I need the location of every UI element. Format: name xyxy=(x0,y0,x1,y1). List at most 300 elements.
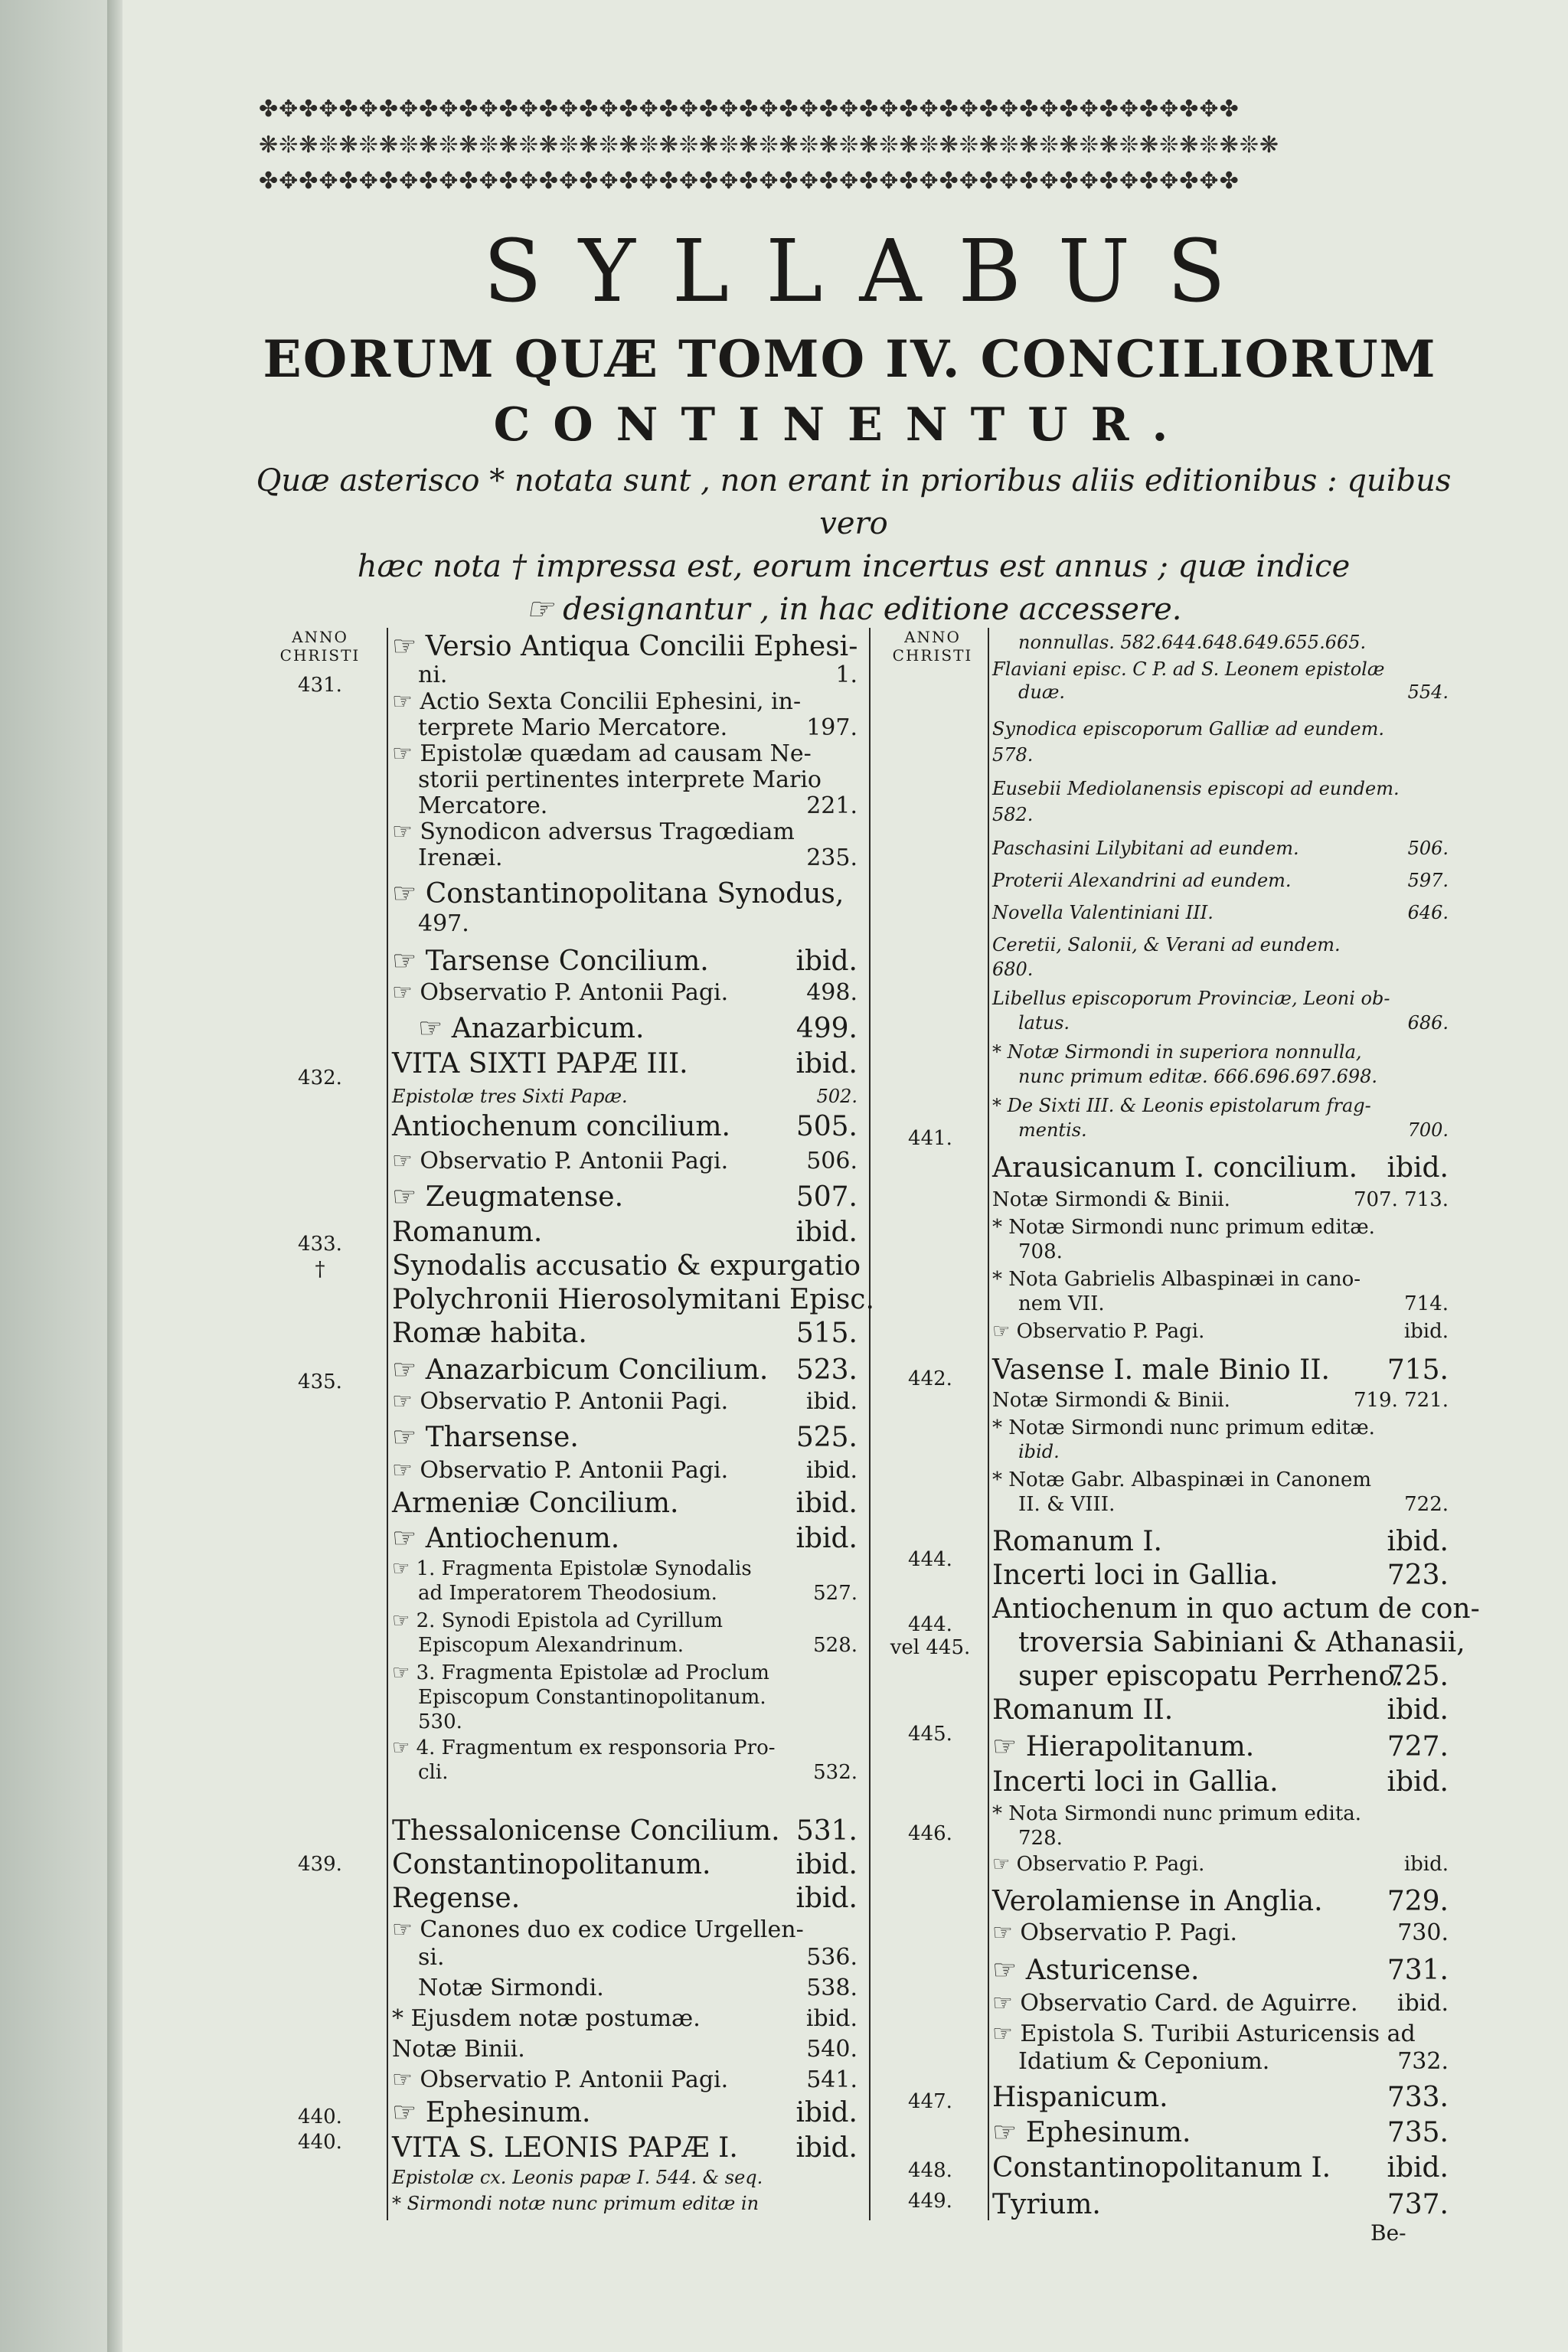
syllabus-entry xyxy=(992,1593,1480,1625)
syllabus-entry xyxy=(392,1112,858,1142)
year-label: 440. xyxy=(298,2131,342,2154)
syllabus-entry xyxy=(992,1416,1449,1439)
entry-text: Hispanicum. xyxy=(992,2082,1168,2113)
entry-page-number: 499. xyxy=(795,1013,858,1044)
entry-text: ni. xyxy=(418,662,448,688)
entry-text: Episcopum Constantinopolitanum. xyxy=(418,1686,766,1709)
entry-page-number: ibid. xyxy=(795,1217,858,1248)
syllabus-entry xyxy=(992,1320,1449,1343)
syllabus-entry xyxy=(392,1736,858,1759)
entry-page-number: 729. xyxy=(1387,1886,1449,1917)
entry-text: Armeniæ Concilium. xyxy=(392,1488,679,1519)
entry-page-number: ibid. xyxy=(795,1849,858,1880)
syllabus-entry xyxy=(1018,1292,1449,1315)
entry-text: ☞ Anazarbicum Concilium. xyxy=(392,1354,769,1386)
entry-text: 497. xyxy=(418,910,469,937)
entry-text: storii pertinentes interprete Mario xyxy=(418,766,822,793)
entry-text: Synodalis accusatio & expurgatio xyxy=(392,1250,861,1282)
entry-text: ☞ Observatio P. Pagi. xyxy=(992,1853,1205,1876)
syllabus-entry xyxy=(992,1527,1449,1557)
syllabus-entry xyxy=(392,2133,858,2164)
syllabus-entry xyxy=(392,1609,858,1632)
syllabus-entry xyxy=(992,1955,1449,1986)
entry-page-number: 506. xyxy=(806,1148,858,1174)
syllabus-entry xyxy=(392,1284,874,1315)
entry-text: * Notæ Sirmondi nunc primum editæ. xyxy=(992,1216,1375,1239)
entry-text: * Notæ Gabr. Albaspinæi in Canonem xyxy=(992,1468,1372,1491)
entry-text: * Sirmondi notæ nunc primum editæ in xyxy=(392,2193,760,2214)
note-line: ☞ designantur , in hac editione accessere. xyxy=(525,592,1182,627)
entry-text: ☞ Versio Antiqua Concilii Ephesi- xyxy=(392,631,858,662)
entry-text: Episcopum Alexandrinum. xyxy=(418,1634,684,1657)
entry-page-number: 727. xyxy=(1387,1731,1449,1762)
entry-text: Romanum. xyxy=(392,1217,543,1248)
entry-text: Incerti loci in Gallia. xyxy=(992,1560,1279,1591)
syllabus-entry xyxy=(418,845,858,871)
syllabus-entry xyxy=(992,870,1449,891)
column-rule-right xyxy=(988,628,989,2220)
anno-christi-heading-left: ANNO CHRISTI xyxy=(279,628,361,665)
syllabus-entry xyxy=(992,1886,1449,1917)
entry-text: ☞ Observatio P. Pagi. xyxy=(992,1320,1205,1343)
book-gutter xyxy=(0,0,115,2352)
year-label: 442. xyxy=(908,1367,952,1390)
entry-text: Regense. xyxy=(392,1883,521,1914)
syllabus-entry xyxy=(392,1661,858,1684)
entry-text: Notæ Binii. xyxy=(392,2036,525,2063)
entry-page-number: ibid. xyxy=(795,1488,858,1519)
year-label: 444. xyxy=(908,1548,952,1571)
entry-page-number: 235. xyxy=(806,844,858,871)
entry-text: Novella Valentiniani III. xyxy=(992,902,1214,923)
syllabus-entry xyxy=(992,934,1449,956)
syllabus-entry xyxy=(392,1917,858,1943)
year-label: 435. xyxy=(298,1370,342,1393)
syllabus-entry xyxy=(392,879,858,910)
syllabus-entry xyxy=(392,1086,858,1107)
syllabus-entry xyxy=(418,1686,858,1709)
syllabus-entry xyxy=(1018,2049,1449,2075)
editorial-note xyxy=(253,459,1455,631)
catchword: Be- xyxy=(1370,2220,1406,2246)
syllabus-entry xyxy=(992,1041,1449,1063)
entry-page-number: ibid. xyxy=(805,1457,858,1484)
syllabus-entry xyxy=(992,1802,1449,1825)
syllabus-entry xyxy=(992,1732,1449,1762)
entry-page-number: 722. xyxy=(1404,1493,1449,1516)
year-label: † xyxy=(315,1258,325,1281)
entry-page-number: 723. xyxy=(1387,1560,1449,1591)
syllabus-entry xyxy=(992,1468,1449,1491)
entry-text: Irenæi. xyxy=(418,844,503,871)
entry-page-number: 719. 721. xyxy=(1353,1389,1449,1412)
entry-page-number: ibid. xyxy=(795,1523,858,1554)
entry-text: ☞ Observatio Card. de Aguirre. xyxy=(992,1990,1358,2017)
entry-text: ☞ Constantinopolitana Synodus, xyxy=(392,878,844,910)
syllabus-entry xyxy=(392,1182,858,1213)
entry-text: Notæ Sirmondi & Binii. xyxy=(992,1389,1230,1412)
header-ornament-row: ✤✥✤✥✤✥✤✥✤✥✤✥✤✥✤✥✤✥✤✥✤✥✤✥✤✥✤✥✤✥✤✥✤✥✤✥✤✥✤✥✤✥✤✥✤✥✤✥✤ xyxy=(259,170,1240,193)
entry-text: * Ejusdem notæ postumæ. xyxy=(392,2005,701,2032)
entry-text: Ceretii, Salonii, & Verani ad eundem. xyxy=(992,934,1341,956)
header-ornament-row: ✤✥✤✥✤✥✤✥✤✥✤✥✤✥✤✥✤✥✤✥✤✥✤✥✤✥✤✥✤✥✤✥✤✥✤✥✤✥✤✥✤✥✤✥✤✥✤✥✤ xyxy=(259,98,1240,121)
entry-page-number: 1. xyxy=(835,662,858,688)
syllabus-entry xyxy=(1018,632,1449,653)
syllabus-entry xyxy=(992,1095,1449,1116)
entry-page-number: ibid. xyxy=(795,1048,858,1080)
entry-text: ☞ Asturicense. xyxy=(992,1955,1200,1986)
year-label: 448. xyxy=(908,2159,952,2182)
entry-text: Incerti loci in Gallia. xyxy=(992,1766,1279,1798)
syllabus-entry xyxy=(992,804,1449,825)
entry-text: Vasense I. male Binio II. xyxy=(992,1354,1330,1386)
entry-page-number: 528. xyxy=(813,1634,858,1657)
syllabus-entry xyxy=(392,1217,858,1248)
syllabus-entry xyxy=(392,741,858,767)
entry-text: Romæ habita. xyxy=(392,1318,587,1349)
syllabus-entry xyxy=(992,1767,1449,1798)
entry-page-number: 700. xyxy=(1407,1119,1449,1141)
entry-text: ☞ Actio Sexta Concilii Ephesini, in- xyxy=(392,688,802,715)
syllabus-entry xyxy=(992,1695,1449,1726)
entry-text: ☞ Epistolæ quædam ad causam Ne- xyxy=(392,740,812,767)
entry-text: si. xyxy=(418,1944,445,1971)
syllabus-entry xyxy=(392,2167,858,2188)
syllabus-entry xyxy=(392,1355,858,1386)
entry-text: Antiochenum in quo actum de con- xyxy=(992,1593,1480,1625)
syllabus-entry xyxy=(992,658,1449,680)
syllabus-entry xyxy=(1018,1827,1449,1850)
entry-text: ☞ Tharsense. xyxy=(392,1422,579,1453)
syllabus-entry xyxy=(392,980,858,1006)
entry-page-number: 554. xyxy=(1407,681,1449,703)
entry-page-number: 707. 713. xyxy=(1353,1188,1449,1211)
syllabus-entry xyxy=(992,1188,1449,1211)
syllabus-entry xyxy=(1018,1627,1465,1658)
entry-page-number: ibid. xyxy=(1403,1853,1449,1876)
syllabus-entry xyxy=(392,1488,858,1519)
syllabus-entry xyxy=(992,1216,1449,1239)
entry-text: Verolamiense in Anglia. xyxy=(992,1886,1323,1917)
year-label: 445. xyxy=(908,1723,952,1746)
entry-page-number: 502. xyxy=(816,1086,858,1107)
entry-page-number: 733. xyxy=(1387,2082,1449,2113)
syllabus-entry xyxy=(992,2153,1449,2184)
entry-text: ☞ Observatio P. Antonii Pagi. xyxy=(392,1388,729,1415)
entry-text: * Notæ Sirmondi in superiora nonnulla, xyxy=(992,1041,1362,1063)
syllabus-entry xyxy=(392,2193,858,2214)
entry-page-number: 540. xyxy=(806,2036,858,2063)
entry-page-number: 532. xyxy=(813,1761,858,1784)
page-subtitle-continuation: CONTINENTUR. xyxy=(493,398,1191,452)
entry-page-number: ibid. xyxy=(1403,1320,1449,1343)
entry-text: Notæ Sirmondi. xyxy=(418,1975,604,2001)
syllabus-entry xyxy=(392,1318,858,1349)
syllabus-entry xyxy=(992,1560,1449,1591)
syllabus-entry xyxy=(1018,1493,1449,1516)
entry-page-number: ibid. xyxy=(805,1388,858,1415)
entry-page-number: 735. xyxy=(1387,2117,1449,2148)
syllabus-entry xyxy=(392,2037,858,2063)
syllabus-entry xyxy=(392,689,858,715)
syllabus-entry xyxy=(992,988,1449,1009)
entry-page-number: 523. xyxy=(795,1354,858,1386)
syllabus-entry xyxy=(392,1850,858,1880)
syllabus-entry xyxy=(992,1153,1449,1184)
syllabus-entry xyxy=(992,1991,1449,2017)
syllabus-entry xyxy=(992,744,1449,766)
syllabus-entry xyxy=(992,2118,1449,2148)
entry-text: ☞ Observatio P. Antonii Pagi. xyxy=(392,1148,729,1174)
entry-page-number: 737. xyxy=(1387,2189,1449,2220)
syllabus-entry xyxy=(418,1710,858,1733)
entry-page-number: ibid. xyxy=(805,2005,858,2032)
syllabus-entry xyxy=(392,1816,858,1847)
syllabus-entry xyxy=(418,1014,858,1044)
entry-page-number: ibid. xyxy=(795,2132,858,2164)
syllabus-entry xyxy=(1018,681,1449,703)
entry-text: ☞ 1. Fragmenta Epistolæ Synodalis xyxy=(392,1557,752,1580)
entry-page-number: 506. xyxy=(1407,838,1449,859)
page-title: SYLLABUS xyxy=(483,222,1263,322)
entry-text: ☞ Hierapolitanum. xyxy=(992,1731,1255,1762)
entry-text: * Notæ Sirmondi nunc primum editæ. xyxy=(992,1416,1375,1439)
entry-text: Epistolæ tres Sixti Papæ. xyxy=(392,1086,628,1107)
page-subtitle: EORUM QUÆ TOMO IV. CONCILIORUM xyxy=(263,329,1437,389)
entry-text: 582. xyxy=(992,804,1034,825)
year-label: 433. xyxy=(298,1233,342,1256)
entry-page-number: ibid. xyxy=(1387,1152,1449,1184)
entry-text: Paschasini Lilybitani ad eundem. xyxy=(992,838,1299,859)
syllabus-entry xyxy=(1018,1119,1449,1141)
year-label: 449. xyxy=(908,2190,952,2213)
entry-page-number: 686. xyxy=(1407,1012,1449,1034)
entry-page-number: 714. xyxy=(1404,1292,1449,1315)
entry-text: Romanum II. xyxy=(992,1694,1174,1726)
entry-text: Antiochenum concilium. xyxy=(392,1111,730,1142)
syllabus-entry xyxy=(992,2190,1449,2220)
entry-text: II. & VIII. xyxy=(1018,1493,1116,1516)
syllabus-entry xyxy=(992,2021,1449,2047)
entry-text: ☞ Antiochenum. xyxy=(392,1523,620,1554)
syllabus-entry xyxy=(392,632,858,662)
entry-text: ☞ Ephesinum. xyxy=(392,2097,591,2128)
entry-page-number: 221. xyxy=(806,792,858,819)
entry-text: Notæ Sirmondi & Binii. xyxy=(992,1188,1230,1211)
entry-text: 728. xyxy=(1018,1827,1063,1850)
year-label: 441. xyxy=(908,1127,952,1150)
entry-text: ☞ Canones duo ex codice Urgellen- xyxy=(392,1916,804,1943)
syllabus-entry xyxy=(992,959,1449,980)
entry-page-number: 536. xyxy=(806,1944,858,1971)
syllabus-entry xyxy=(418,1634,858,1657)
syllabus-entry xyxy=(992,718,1449,740)
syllabus-entry xyxy=(992,1853,1449,1876)
entry-text: ☞ Zeugmatense. xyxy=(392,1181,624,1213)
syllabus-entry xyxy=(392,1883,858,1914)
note-line: hæc nota † impressa est, eorum incertus est annus ; quæ indice xyxy=(357,549,1351,584)
year-label: 432. xyxy=(298,1067,342,1089)
header-ornament-row: ❋❊❋❊❋❊❋❊❋❊❋❊❋❊❋❊❋❊❋❊❋❊❋❊❋❊❋❊❋❊❋❊❋❊❋❊❋❊❋❊❋❊❋❊❋❊❋❊❋❊❋ xyxy=(259,134,1279,157)
entry-text: Romanum I. xyxy=(992,1526,1162,1557)
entry-text: ☞ 2. Synodi Epistola ad Cyrillum xyxy=(392,1609,723,1632)
syllabus-entry xyxy=(992,1355,1449,1386)
entry-text: terprete Mario Mercatore. xyxy=(418,714,728,741)
anno-christi-heading-right: ANNO CHRISTI xyxy=(892,628,973,665)
entry-text: super episcopatu Perrheno. xyxy=(1018,1661,1403,1692)
syllabus-entry xyxy=(392,2098,858,2128)
entry-text: ☞ 3. Fragmenta Epistolæ ad Proclum xyxy=(392,1661,769,1684)
entry-page-number: 527. xyxy=(813,1582,858,1605)
syllabus-entry xyxy=(392,1049,858,1080)
column-rule-center xyxy=(869,628,871,2220)
entry-text: Mercatore. xyxy=(418,792,548,819)
entry-text: Epistolæ cx. Leonis papæ I. 544. & seq. xyxy=(392,2167,763,2188)
syllabus-entry xyxy=(992,2082,1449,2113)
entry-page-number: 725. xyxy=(1387,1661,1449,1692)
entry-text: ☞ Tarsense Concilium. xyxy=(392,946,709,977)
syllabus-entry xyxy=(392,1524,858,1554)
syllabus-entry xyxy=(392,1250,861,1282)
entry-text: VITA S. LEONIS PAPÆ I. xyxy=(392,2132,738,2164)
syllabus-entry xyxy=(1018,1066,1449,1087)
entry-text: ☞ Ephesinum. xyxy=(992,2117,1191,2148)
year-label: 439. xyxy=(298,1853,342,1876)
entry-page-number: 507. xyxy=(795,1181,858,1213)
entry-text: ☞ Synodicon adversus Tragœdiam xyxy=(392,818,795,845)
entry-text: ☞ Anazarbicum. xyxy=(418,1013,645,1044)
entry-text: duæ. xyxy=(1018,681,1066,703)
syllabus-entry xyxy=(418,715,858,741)
syllabus-entry xyxy=(418,1582,858,1605)
year-label: 444. xyxy=(908,1613,952,1636)
entry-page-number: ibid. xyxy=(1387,1694,1449,1726)
syllabus-entry xyxy=(992,778,1449,799)
syllabus-entry xyxy=(992,1920,1449,1946)
entry-text: * Nota Sirmondi nunc primum edita. xyxy=(992,1802,1362,1825)
entry-text: Synodica episcoporum Galliæ ad eundem. xyxy=(992,718,1384,740)
entry-text: ibid. xyxy=(1018,1441,1060,1462)
syllabus-entry xyxy=(992,1389,1449,1412)
gutter-fold xyxy=(107,0,122,2352)
entry-text: Polychronii Hierosolymitani Episc. xyxy=(392,1284,874,1315)
syllabus-entry xyxy=(418,767,858,793)
entry-page-number: 515. xyxy=(795,1318,858,1349)
entry-text: 530. xyxy=(418,1710,462,1733)
entry-page-number: 646. xyxy=(1407,902,1449,923)
entry-text: nunc primum editæ. 666.696.697.698. xyxy=(1018,1066,1378,1087)
entry-text: Constantinopolitanum. xyxy=(392,1849,711,1880)
year-label: 440. xyxy=(298,2105,342,2128)
syllabus-entry xyxy=(418,793,858,819)
entry-text: ad Imperatorem Theodosium. xyxy=(418,1582,717,1605)
note-line: Quæ asterisco * notata sunt , non erant in prioribus aliis editionibus : quibus vero xyxy=(256,463,1452,541)
syllabus-entry xyxy=(1018,1441,1449,1462)
entry-text: Thessalonicense Concilium. xyxy=(392,1815,780,1847)
entry-text: 578. xyxy=(992,744,1034,766)
entry-text: ☞ 4. Fragmentum ex responsoria Pro- xyxy=(392,1736,776,1759)
syllabus-entry xyxy=(418,1761,858,1784)
entry-text: * Nota Gabrielis Albaspinæi in cano- xyxy=(992,1268,1361,1291)
entry-text: 708. xyxy=(1018,1240,1063,1263)
syllabus-entry xyxy=(392,1389,858,1415)
entry-text: ☞ Observatio P. Antonii Pagi. xyxy=(392,2066,729,2093)
entry-text: latus. xyxy=(1018,1012,1070,1034)
entry-text: Arausicanum I. concilium. xyxy=(992,1152,1358,1184)
entry-page-number: 715. xyxy=(1387,1354,1449,1386)
entry-page-number: ibid. xyxy=(795,2097,858,2128)
syllabus-entry xyxy=(1018,1661,1449,1692)
entry-text: ☞ Observatio P. Antonii Pagi. xyxy=(392,979,729,1006)
syllabus-entry xyxy=(1018,1240,1449,1263)
entry-text: Libellus episcoporum Provinciæ, Leoni ob- xyxy=(992,988,1390,1009)
entry-page-number: 197. xyxy=(806,714,858,741)
entry-text: Flaviani episc. C P. ad S. Leonem epistolæ xyxy=(992,658,1385,680)
syllabus-entry xyxy=(392,1423,858,1453)
column-rule-left xyxy=(387,628,388,2220)
entry-text: nem VII. xyxy=(1018,1292,1105,1315)
entry-page-number: 731. xyxy=(1387,1955,1449,1986)
entry-text: nonnullas. 582.644.648.649.655.665. xyxy=(1018,632,1367,653)
entry-text: Tyrium. xyxy=(992,2189,1101,2220)
entry-text: ☞ Observatio P. Pagi. xyxy=(992,1919,1238,1946)
syllabus-entry xyxy=(392,1557,858,1580)
entry-page-number: ibid. xyxy=(1387,1526,1449,1557)
year-label: 447. xyxy=(908,2090,952,2113)
syllabus-entry xyxy=(392,946,858,977)
syllabus-entry xyxy=(418,1945,858,1971)
entry-page-number: 498. xyxy=(806,979,858,1006)
entry-page-number: 531. xyxy=(795,1815,858,1847)
syllabus-entry xyxy=(992,1268,1449,1291)
syllabus-entry xyxy=(392,2006,858,2032)
entry-page-number: ibid. xyxy=(795,946,858,977)
year-label: 431. xyxy=(298,674,342,697)
entry-text: * De Sixti III. & Leonis epistolarum frag- xyxy=(992,1095,1371,1116)
entry-text: mentis. xyxy=(1018,1119,1087,1141)
entry-text: Constantinopolitanum I. xyxy=(992,2152,1331,2184)
entry-text: ☞ Observatio P. Antonii Pagi. xyxy=(392,1457,729,1484)
entry-page-number: 597. xyxy=(1407,870,1449,891)
entry-text: Eusebii Mediolanensis episcopi ad eundem. xyxy=(992,778,1400,799)
syllabus-entry xyxy=(992,838,1449,859)
entry-text: troversia Sabiniani & Athanasii, xyxy=(1018,1627,1465,1658)
entry-page-number: 732. xyxy=(1397,2048,1449,2075)
entry-text: Idatium & Ceponium. xyxy=(1018,2048,1270,2075)
syllabus-entry xyxy=(1018,1012,1449,1034)
entry-page-number: 541. xyxy=(806,2066,858,2093)
entry-page-number: 538. xyxy=(806,1975,858,2001)
syllabus-entry xyxy=(418,1975,858,2001)
entry-page-number: ibid. xyxy=(1396,1990,1449,2017)
entry-page-number: ibid. xyxy=(1387,2152,1449,2184)
entry-text: VITA SIXTI PAPÆ III. xyxy=(392,1048,688,1080)
year-label: 446. xyxy=(908,1822,952,1845)
entry-text: 680. xyxy=(992,959,1034,980)
entry-text: ☞ Epistola S. Turibii Asturicensis ad xyxy=(992,2020,1416,2047)
syllabus-entry xyxy=(392,1458,858,1484)
entry-page-number: 505. xyxy=(795,1111,858,1142)
entry-text: Proterii Alexandrini ad eundem. xyxy=(992,870,1292,891)
entry-page-number: 730. xyxy=(1397,1919,1449,1946)
syllabus-entry xyxy=(418,662,858,688)
entry-page-number: ibid. xyxy=(1387,1766,1449,1798)
syllabus-entry xyxy=(392,2067,858,2093)
syllabus-entry xyxy=(392,1148,858,1174)
year-label: vel 445. xyxy=(890,1636,971,1659)
syllabus-entry xyxy=(418,911,858,937)
entry-text: cli. xyxy=(418,1761,449,1784)
